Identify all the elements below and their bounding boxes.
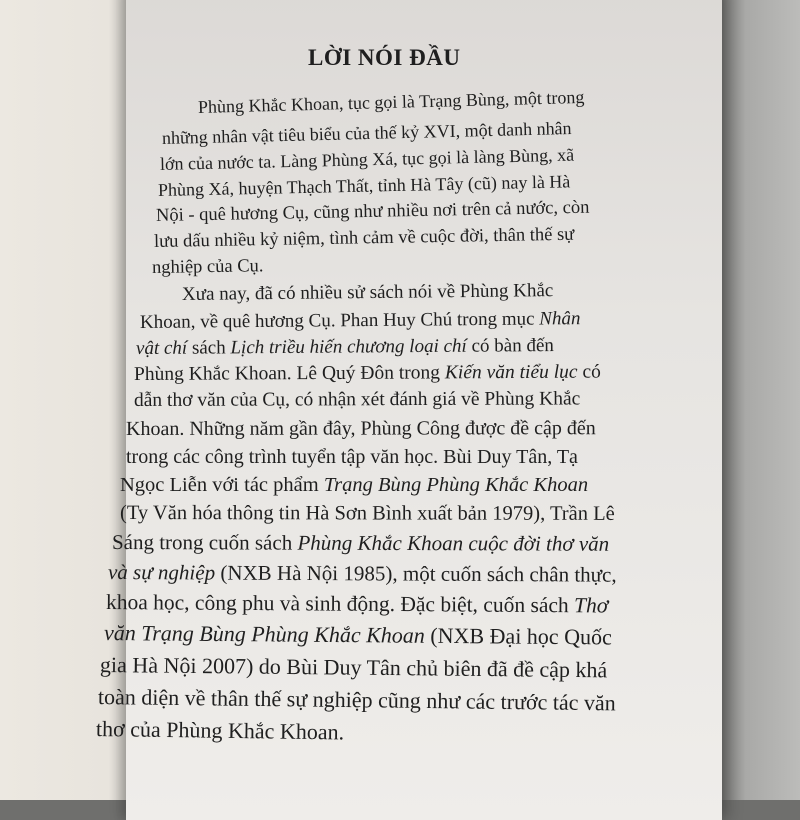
text-line: trong các công trình tuyển tập văn học. Bùi Duy Tân, Tạ <box>126 446 578 468</box>
text-line: Nội - quê hương Cụ, cũng như nhiều nơi trên cả nước, còn <box>155 197 590 226</box>
text-line: Phùng Khắc Khoan. Lê Quý Đôn trong Kiến văn tiểu lục có <box>133 361 601 385</box>
text-line: khoa học, công phu và sinh động. Đặc biệt, cuốn sách Thơ <box>105 590 609 618</box>
text-line: gia Hà Nội 2007) do Bùi Duy Tân chủ biên đã đề cập khá <box>99 652 608 683</box>
text-line: lớn của nước ta. Làng Phùng Xá, tục gọi là làng Bùng, xã <box>159 144 575 174</box>
text-line: thơ của Phùng Khắc Khoan. <box>95 716 345 745</box>
page-title: LỜI NÓI ĐẦU <box>308 45 461 70</box>
text-line: (Ty Văn hóa thông tin Hà Sơn Bình xuất bản 1979), Trần Lê <box>119 502 615 525</box>
text-line: những nhân vật tiêu biểu của thế kỷ XVI, một danh nhân <box>161 117 572 148</box>
text-line: Sáng trong cuốn sách Phùng Khắc Khoan cuộc đời thơ văn <box>111 530 610 556</box>
right-background <box>722 0 800 800</box>
text-line: Phùng Xá, huyện Thạch Thất, tỉnh Hà Tây (cũ) nay là Hà <box>157 171 571 200</box>
left-page-edge <box>0 0 128 800</box>
text-line: Khoan. Những năm gần đây, Phùng Công được đề cập đến <box>125 417 596 440</box>
text-line: vật chí sách Lịch triều hiến chương loại chí có bàn đến <box>135 335 554 359</box>
text-line: Xưa nay, đã có nhiều sử sách nói về Phùng Khắc <box>181 280 554 305</box>
text-line: nghiệp của Cụ. <box>151 256 264 278</box>
text-line: Khoan, về quê hương Cụ. Phan Huy Chú trong mục Nhân <box>139 308 581 333</box>
text-line: văn Trạng Bùng Phùng Khắc Khoan (NXB Đại học Quốc <box>103 620 612 650</box>
text-line: và sự nghiệp (NXB Hà Nội 1985), một cuốn sách chân thực, <box>107 560 617 587</box>
text-line: toàn diện về thân thế sự nghiệp cũng như các trước tác văn <box>97 684 616 716</box>
text-line: dẫn thơ văn của Cụ, có nhận xét đánh giá về Phùng Khắc <box>133 388 581 411</box>
text-line: Phùng Khắc Khoan, tục gọi là Trạng Bùng, một trong <box>197 86 585 117</box>
text-line: lưu dấu nhiều kỷ niệm, tình cảm về cuộc đời, thân thế sự <box>153 224 575 252</box>
text-line: Ngọc Liễn với tác phẩm Trạng Bùng Phùng Khắc Khoan <box>120 474 589 496</box>
